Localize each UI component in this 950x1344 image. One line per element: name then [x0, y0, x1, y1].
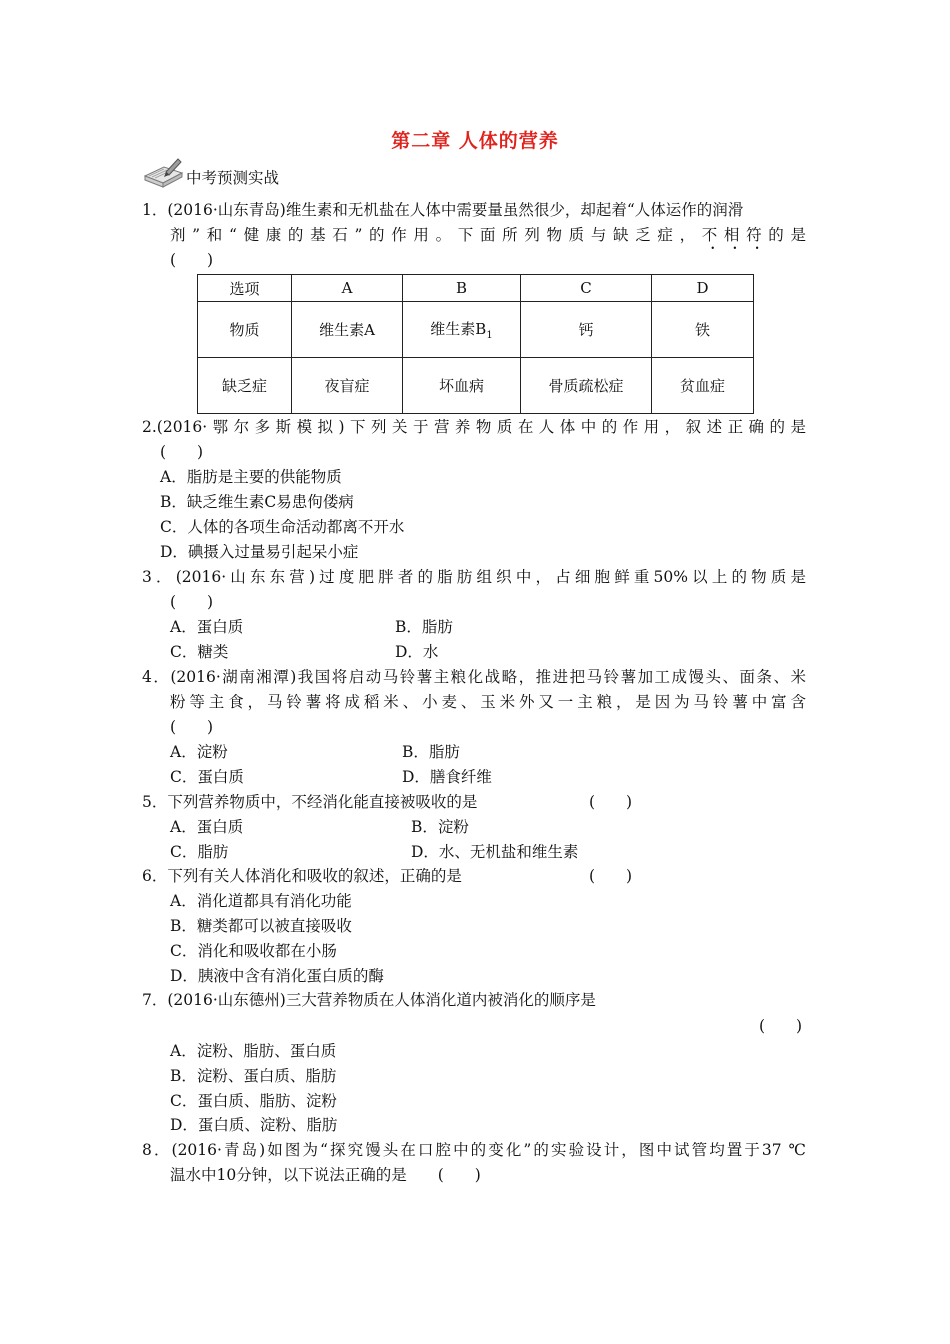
q3-option-b: B．脂肪: [395, 618, 453, 636]
q5-stem-line1: 5．下列营养物质中，不经消化能直接被吸收的是: [142, 793, 478, 811]
table-cell: 维生素A: [292, 302, 403, 358]
table-cell: 钙: [521, 302, 652, 358]
table-cell: 骨质疏松症: [521, 358, 652, 414]
q3-answer-paren: ( ): [170, 593, 214, 611]
table-header-row: [198, 275, 754, 302]
table-cell: 贫血症: [652, 358, 754, 414]
q7-option-a: A．淀粉、脂肪、蛋白质: [170, 1042, 337, 1060]
table-cell: 夜盲症: [292, 358, 403, 414]
q2-answer-paren: ( ): [160, 443, 204, 461]
q8-stem-line1: 8．(2016·青岛)如图为“探究馒头在口腔中的变化”的实验设计，图中试管均置于37 ℃: [142, 1141, 806, 1159]
table-row-substance: [198, 302, 754, 358]
table-cell: 坏血病: [403, 358, 521, 414]
q5-option-a: A．蛋白质: [170, 818, 244, 836]
q5-answer-paren: ( ): [589, 793, 633, 811]
q7-answer-paren: ( ): [759, 1017, 803, 1035]
q4-answer-paren: ( ): [170, 718, 214, 736]
q2-option-c: C．人体的各项生命活动都离不开水: [160, 518, 405, 536]
q3-option-a: A．蛋白质: [170, 618, 244, 636]
q7-option-d: D．蛋白质、淀粉、脂肪: [170, 1116, 338, 1134]
section-label: 中考预测实战: [186, 169, 280, 187]
q2-stem-line1: 2.(2016·鄂尔多斯模拟)下列关于营养物质在人体中的作用，叙述正确的是: [142, 418, 806, 436]
q6-option-c: C．消化和吸收都在小肠: [170, 942, 337, 960]
table-cell: 铁: [652, 302, 754, 358]
q8-stem-line2: 温水中10分钟，以下说法正确的是 ( ): [170, 1166, 481, 1184]
q3-option-d: D．水: [395, 643, 439, 661]
q6-option-b: B．糖类都可以被直接吸收: [170, 917, 352, 935]
q5-option-b: B．淀粉: [411, 818, 469, 836]
table-cell: 选项: [198, 275, 292, 302]
q2-option-a: A．脂肪是主要的供能物质: [160, 468, 342, 486]
q5-option-d: D．水、无机盐和维生素: [411, 843, 579, 861]
q1-emphasis: 不相符: [701, 226, 769, 244]
q6-option-a: A．消化道都具有消化功能: [170, 892, 352, 910]
table-row-disease: [198, 358, 754, 414]
table-cell: 缺乏症: [198, 358, 292, 414]
q2-option-b: B．缺乏维生素C易患佝偻病: [160, 493, 354, 511]
table-cell: D: [652, 275, 754, 302]
q2-option-d: D．碘摄入过量易引起呆小症: [160, 543, 359, 561]
q4-option-b: B．脂肪: [402, 743, 460, 761]
q6-answer-paren: ( ): [589, 867, 633, 885]
book-pencil-icon: [142, 156, 186, 188]
chapter-title: 第二章 人体的营养: [391, 130, 559, 152]
q4-option-d: D．膳食纤维: [402, 768, 492, 786]
table-cell: 物质: [198, 302, 292, 358]
q4-option-c: C．蛋白质: [170, 768, 244, 786]
table-cell: A: [292, 275, 403, 302]
q7-option-b: B．淀粉、蛋白质、脂肪: [170, 1067, 337, 1085]
q6-stem-line1: 6．下列有关人体消化和吸收的叙述，正确的是: [142, 867, 462, 885]
q3-stem-line1: 3．(2016·山东东营)过度肥胖者的脂肪组织中，占细胞鲜重50%以上的物质是: [142, 568, 806, 586]
q1-options-table: [197, 274, 754, 414]
q6-option-d: D．胰液中含有消化蛋白质的酶: [170, 967, 384, 985]
q3-option-c: C．糖类: [170, 643, 229, 661]
q5-option-c: C．脂肪: [170, 843, 229, 861]
table-cell: C: [521, 275, 652, 302]
q4-stem-line2: 粉等主食，马铃薯将成稻米、小麦、玉米外又一主粮，是因为马铃薯中富含: [170, 693, 806, 711]
table-cell: 维生素$B_1$: [403, 302, 521, 358]
table-cell: B: [403, 275, 521, 302]
q7-stem-line1: 7．(2016·山东德州)三大营养物质在人体消化道内被消化的顺序是: [142, 991, 596, 1009]
q4-stem-line1: 4．(2016·湖南湘潭)我国将启动马铃薯主粮化战略，推进把马铃薯加工成馒头、面条、米: [142, 668, 806, 686]
q1-stem-line1: 1．(2016·山东青岛)维生素和无机盐在人体中需要量虽然很少，却起着“人体运作的润滑: [142, 201, 744, 219]
q1-answer-paren: ( ): [170, 251, 214, 269]
q7-option-c: C．蛋白质、脂肪、淀粉: [170, 1092, 337, 1110]
q4-option-a: A．淀粉: [170, 743, 228, 761]
q1-stem-line2: 剂”和“健康的基石”的作用。下面所列物质与缺乏症，不相符的是: [170, 226, 806, 244]
